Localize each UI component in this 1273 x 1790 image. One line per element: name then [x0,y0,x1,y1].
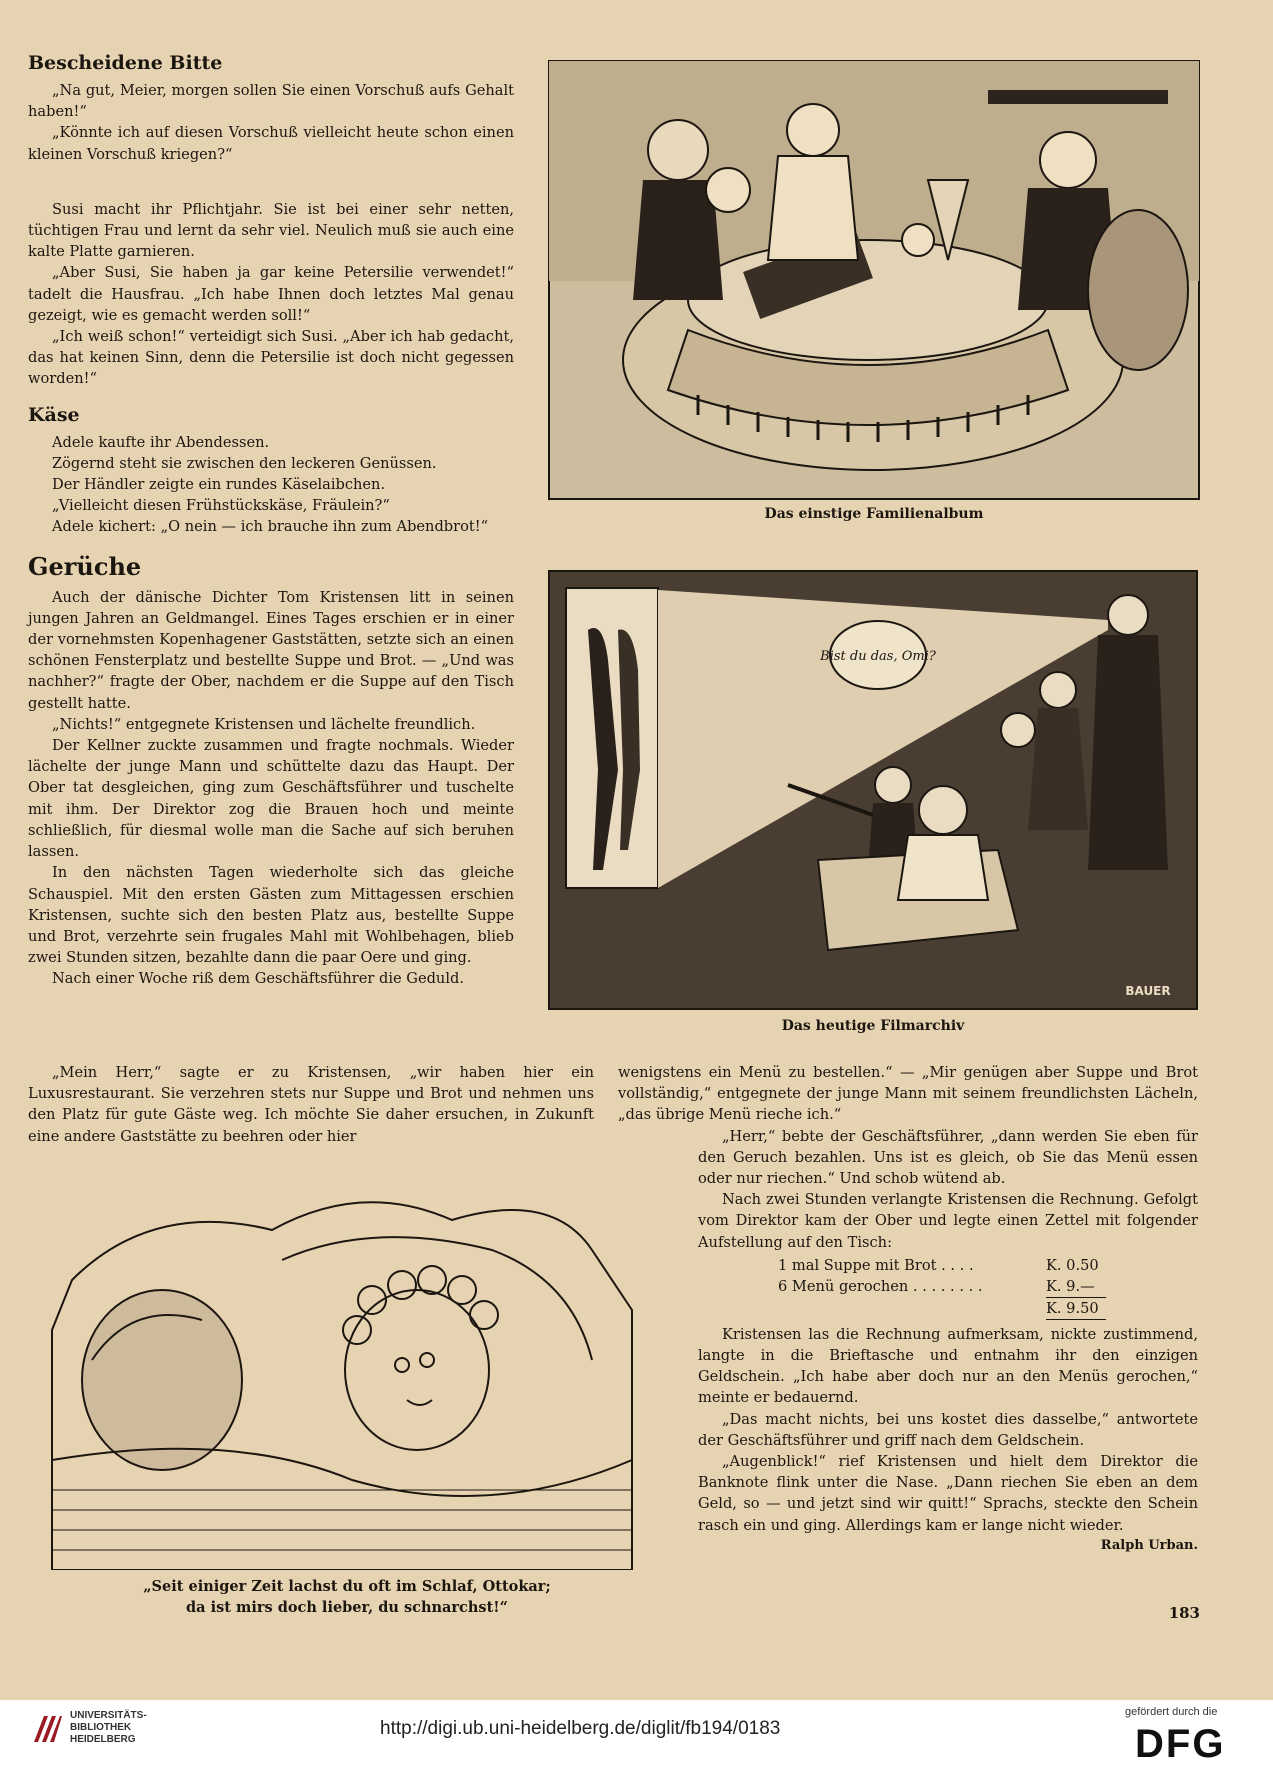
bill-row [778,1255,1198,1276]
illustrator-signature: BAUER [1125,984,1171,998]
film-archive-drawing [548,570,1198,1010]
bill-row [778,1276,1198,1298]
paragraph: Zögernd steht sie zwischen den leckeren Genüssen. [52,454,437,472]
bill [778,1255,1198,1320]
bill-amount: K. 0.50 [1046,1256,1099,1274]
library-name-line: HEIDELBERG [70,1734,136,1745]
illustration-family-album [548,60,1200,500]
library-name-line: UNIVERSITÄTS- [70,1710,147,1721]
right-column-bottom [618,1062,1198,1553]
family-album-drawing [548,60,1200,500]
bill-item: 6 Menü gerochen . . . . . . . . [778,1277,983,1295]
bill-total: K. 9.50 [1046,1298,1106,1320]
paragraph: Susi macht ihr Pflichtjahr. Sie ist bei einer sehr netten, tüchtigen Frau und lernt da sehr viel. Neulich muß sie auch eine kalte Platte garnieren. [28,200,514,261]
left-column-top [28,52,514,990]
paragraph: „Na gut, Meier, morgen sollen Sie einen Vorschuß aufs Gehalt haben!“ [28,82,514,121]
paragraph: „Herr,“ bebte der Geschäftsführer, „dann werden Sie eben für den Geruch bezahlen. Uns ist es gleich, ob Sie das Menü essen oder nur riechen.“ Und schob wütend ab. [698,1127,1198,1188]
caption-sleeping-couple [32,1576,662,1618]
paragraph: Adele kichert: „O nein — ich brauche ihn zum Abendbrot!“ [52,518,489,536]
paragraph: Der Kellner zuckte zusammen und fragte nochmals. Wieder lächelte der junge Mann und schüttelte dazu das Haupt. Der Ober tat desgleichen, ging zum Geschäftsführer und tuschelte mit ihm. Der Direktor zog die Brauen hoch und meinte schließlich, für diesmal wolle man die Sache auf sich beruhen lassen. [28,737,514,861]
paragraph: „Ich weiß schon!“ verteidigt sich Susi. „Aber ich hab gedacht, das hat keinen Sinn, denn die Petersilie ist doch nicht gegessen worden!“ [28,328,514,388]
dfg-logo: DFG [1135,1722,1226,1766]
caption-family-album: Das einstige Familienalbum [764,506,984,522]
paragraph: Adele kaufte ihr Abendessen. [52,433,270,451]
paragraph: „Vielleicht diesen Frühstückskäse, Fräulein?“ [52,497,390,515]
heidelberg-library-icon [30,1712,64,1746]
funding-note: gefördert durch die [1125,1706,1218,1718]
paragraph: „Nichts!“ entgegnete Kristensen und lächelte freundlich. [52,715,476,733]
page-number: 183 [1168,1604,1200,1622]
bill-amount: K. 9.— [1046,1276,1106,1298]
university-name [70,1710,147,1746]
bill-row [778,1298,1198,1320]
paragraph: Auch der dänische Dichter Tom Kristensen litt in seinen jungen Jahren an Geldmangel. Eines Tages erschien er in einer der vornehmsten Kopenhagener Gaststätten, setzte sich an einen schönen Fensterplatz und bestellte Suppe und Brot. — „Und was nachher?“ fragte der Ober, nachdem er die Suppe auf den Tisch gestellt hatte. [28,588,514,712]
speech-balloon-text: Bist du das, Omi? [820,649,936,664]
paragraph: In den nächsten Tagen wiederholte sich das gleiche Schauspiel. Mit den ersten Gästen zum Mittagessen erschien Kristensen, suchte sich den besten Platz aus, bestellte Suppe und Brot, verzehrte sein frugales Mahl mit Wohlbehagen, blieb zwei Stunden sitzen, bezahlte dann die paar Oere und ging. [28,864,514,967]
library-name-line: BIBLIOTHEK [70,1722,132,1733]
paragraph: „Augenblick!“ rief Kristensen und hielt dem Direktor die Banknote flink unter die Nase. „Dann riechen Sie eben an dem Geld, so — und jetzt sind wir quitt!“ Sprachs, steckte den Schein rasch ein und ging. Allerdings kam er lange nicht wieder. [698,1453,1198,1534]
illustration-film-archive [548,570,1198,1010]
section-title-bescheidene-bitte: Bescheidene Bitte [28,52,223,74]
author-signature: Ralph Urban. [1100,1537,1198,1553]
university-logo [30,1712,64,1746]
caption-line: da ist mirs doch lieber, du schnarchst!“ [186,1599,508,1616]
digitization-footer [0,1700,1273,1790]
permalink-url[interactable]: http://digi.ub.uni-heidelberg.de/diglit/fb194/0183 [380,1718,781,1739]
paragraph: „Könnte ich auf diesen Vorschuß vielleicht heute schon einen kleinen Vorschuß kriegen?“ [28,124,514,163]
paragraph: Nach zwei Stunden verlangte Kristensen die Rechnung. Gefolgt vom Direktor kam der Ober und legte einen Zettel mit folgender Aufstellung auf den Tisch: [698,1191,1198,1251]
paragraph: Nach einer Woche riß dem Geschäftsführer die Geduld. [52,970,464,988]
section-title-gerueche: Gerüche [28,551,142,581]
paragraph: „Mein Herr,“ sagte er zu Kristensen, „wir haben hier ein Luxusrestaurant. Sie verzehren stets nur Suppe und Brot und nehmen uns den Platz für gute Gäste weg. Ich möchte Sie daher ersuchen, in Zukunft eine andere Gaststätte zu beehren oder hier [28,1064,594,1145]
caption-film-archive: Das heutige Filmarchiv [781,1018,965,1034]
paragraph: Kristensen las die Rechnung aufmerksam, nickte zustimmend, langte in die Brieftasche und entnahm ihr den einzigen Geldschein. „Ich habe aber doch nur an den Menüs gerochen,“ meinte er bedauernd. [698,1325,1198,1407]
illustration-sleeping-couple [32,1160,662,1570]
section-title-kaese: Käse [28,403,80,426]
left-column-bottom [28,1062,594,1147]
paragraph: Der Händler zeigte ein rundes Käselaibchen. [52,476,386,494]
sleeping-couple-drawing [32,1160,662,1570]
bill-item: 1 mal Suppe mit Brot . . . . [778,1256,974,1274]
paragraph: wenigstens ein Menü zu bestellen.“ — „Mir genügen aber Suppe und Brot vollständig,“ entgegnete der junge Mann mit seinem freundlichsten Lächeln, „das übrige Menü rieche ich.“ [618,1064,1198,1124]
caption-line: „Seit einiger Zeit lachst du oft im Schlaf, Ottokar; [143,1578,551,1595]
paragraph: „Das macht nichts, bei uns kostet dies dasselbe,“ antwortete der Geschäftsführer und griff nach dem Geldschein. [698,1410,1198,1449]
paragraph: „Aber Susi, Sie haben ja gar keine Petersilie verwendet!“ tadelt die Hausfrau. „Ich habe Ihnen doch letztes Mal genau gezeigt, wie es gemacht werden soll!“ [28,264,514,324]
